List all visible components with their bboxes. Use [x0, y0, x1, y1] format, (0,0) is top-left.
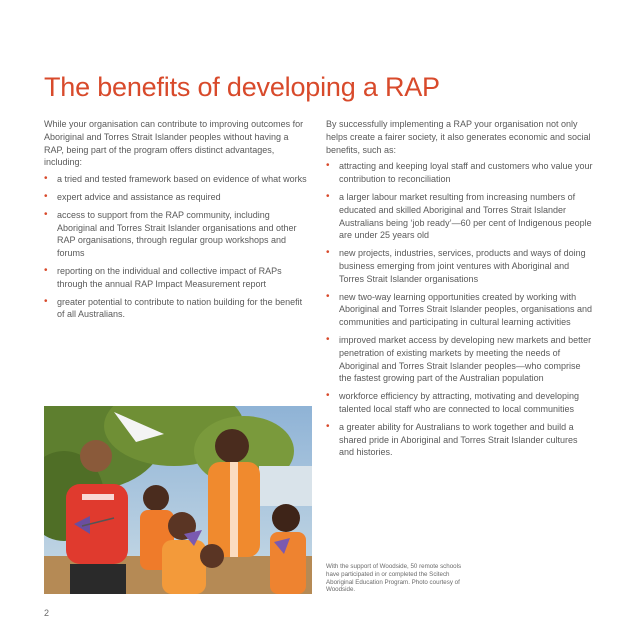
right-intro: By successfully implementing a RAP your organisation not only helps create a fairer society, it also generates economic and social benefits, such as:: [326, 119, 591, 155]
list-item-text: new two-way learning opportunities created by working with Aboriginal and Torres Strait Islander peoples, organisations and communities and participating in cultural learning activities: [339, 291, 592, 328]
left-column: [44, 118, 310, 326]
photo-illustration: [44, 406, 312, 594]
list-item-text: new projects, industries, services, products and ways of doing business emerging from joint ventures with Aboriginal and Torres Strait Islander organisations: [339, 248, 586, 284]
bullet-icon: •: [326, 333, 330, 345]
list-item-text: expert advice and assistance as required: [57, 191, 221, 202]
list-item: [326, 160, 594, 186]
left-bullet-list: [44, 173, 310, 321]
list-item-text: a greater ability for Australians to work together and build a shared pride in Aboriginal and Torres Strait Islander cultures and histories.: [339, 421, 578, 458]
list-item-text: reporting on the individual and collective impact of RAPs through the annual RAP Impact Measurement report: [57, 265, 282, 289]
bullet-icon: •: [44, 190, 48, 202]
list-item-text: a tried and tested framework based on evidence of what works: [57, 174, 307, 185]
photo-caption: With the support of Woodside, 50 remote schools have participated in or completed the Scitech Aboriginal Education Program. Photo courtesy of Woodside.: [326, 563, 462, 594]
right-column: [326, 118, 594, 464]
list-item: [326, 191, 594, 242]
school-children-photo: [44, 406, 312, 594]
bullet-icon: •: [326, 390, 330, 402]
list-item-text: workforce efficiency by attracting, motivating and developing talented local staff who are connected to local communities: [339, 391, 579, 414]
list-item-text: greater potential to contribute to nation building for the benefit of all Australians.: [57, 296, 303, 320]
bullet-icon: •: [326, 160, 330, 172]
list-item-text: attracting and keeping loyal staff and customers who value your contribution to reconciliation: [339, 161, 593, 185]
page-number: 2: [44, 608, 50, 618]
list-item: [326, 421, 594, 459]
bullet-icon: •: [326, 290, 330, 302]
bullet-icon: •: [326, 190, 330, 202]
list-item: [44, 209, 310, 260]
right-bullet-list: [326, 160, 594, 459]
bullet-icon: •: [44, 173, 48, 185]
list-item: [44, 265, 310, 291]
page-title: The benefits of developing a RAP: [44, 72, 440, 102]
bullet-icon: •: [44, 208, 48, 220]
list-item-text: improved market access by developing new markets and better penetration of existing markets by meeting the needs of Aboriginal and Torres Strait Islander peoples—who comprise the fastest growing part of the Australian population: [339, 334, 592, 384]
list-item-text: access to support from the RAP community, including Aboriginal and Torres Strait Islander organisations and other RAP organisations, through regular group workshops and forums: [57, 209, 297, 259]
left-intro: While your organisation can contribute to improving outcomes for Aboriginal and Torres Strait Islander peoples without having a RAP, being part of the program offers distinct advantages, including:: [44, 119, 304, 168]
bullet-icon: •: [326, 247, 330, 259]
list-item: [326, 334, 594, 385]
bullet-icon: •: [44, 264, 48, 276]
list-item: [44, 191, 310, 204]
list-item: [326, 247, 594, 285]
bullet-icon: •: [44, 295, 48, 307]
list-item: [44, 296, 310, 322]
bullet-icon: •: [326, 420, 330, 432]
list-item: [326, 291, 594, 329]
list-item: [326, 390, 594, 416]
list-item: [44, 173, 310, 186]
list-item-text: a larger labour market resulting from increasing numbers of educated and skilled Aboriginal and Torres Strait Islander Australians being ‘job ready’—60 per cent of Indigenous people are under 25 years old: [339, 191, 592, 241]
